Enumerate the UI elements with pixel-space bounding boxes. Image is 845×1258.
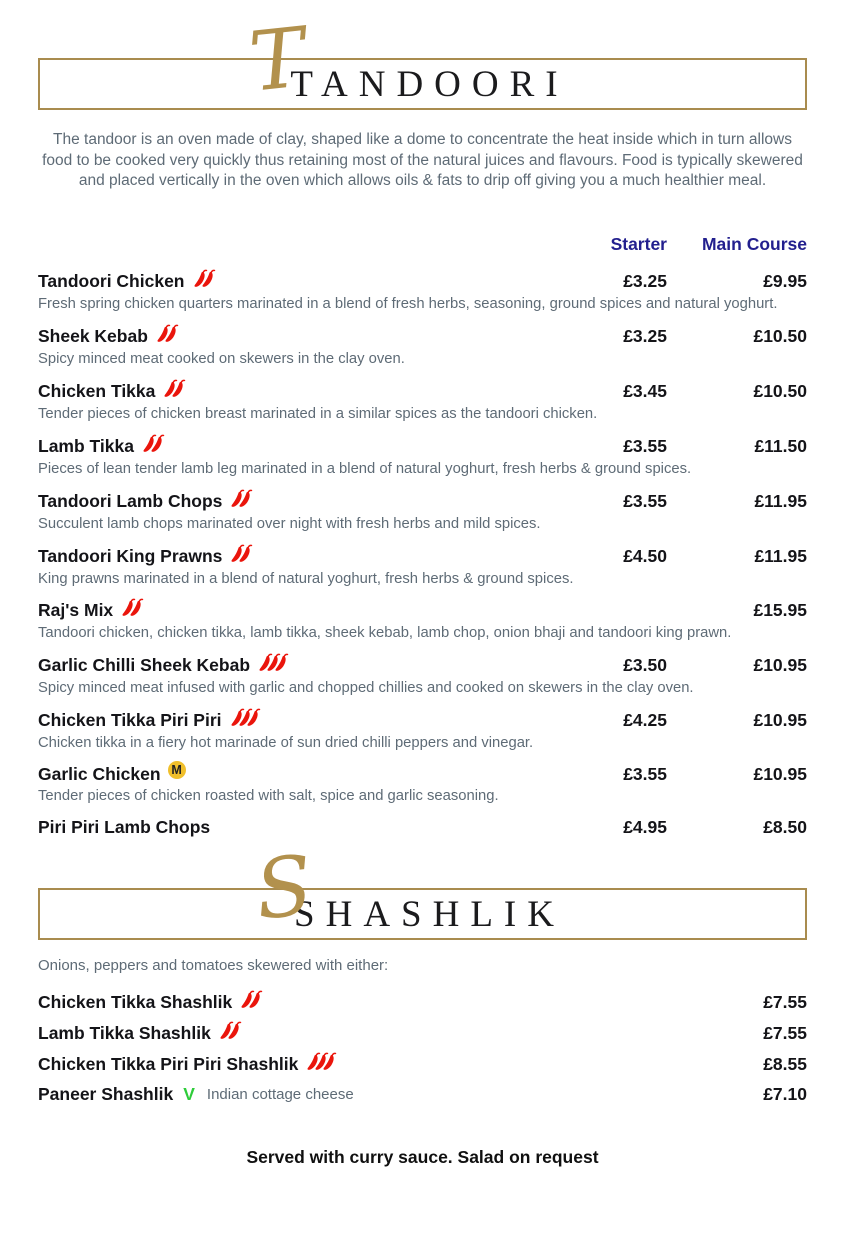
item-description: Tandoori chicken, chicken tikka, lamb tikka, sheek kebab, lamb chop, onion bhaji and tandoori king prawn. <box>38 625 732 642</box>
menu-item-row <box>38 1021 807 1045</box>
mild-M-badge-icon: M <box>168 761 186 779</box>
chilli-icon <box>274 653 289 677</box>
starter-price: £3.55 <box>623 764 667 785</box>
chilli-icon <box>150 434 165 458</box>
shashlik-header-box <box>38 838 807 940</box>
menu-item-head <box>38 489 807 513</box>
menu-item-row <box>38 1052 807 1076</box>
menu-item-row <box>38 1083 807 1105</box>
menu-item-row <box>38 324 807 369</box>
menu-page <box>0 9 845 1258</box>
main-course-price: £10.50 <box>753 380 807 401</box>
chilli-rating <box>193 269 216 293</box>
item-name: Lamb Tikka Shashlik <box>38 1023 211 1044</box>
menu-item-row <box>38 544 807 589</box>
menu-item-head <box>38 1021 807 1045</box>
footer-note: Served with curry sauce. Salad on request <box>246 1147 599 1168</box>
starter-column-header: Starter <box>610 233 667 254</box>
main-course-price: £10.95 <box>753 710 807 731</box>
chilli-rating <box>163 379 186 403</box>
menu-item-row <box>38 763 807 806</box>
item-price: £7.10 <box>763 1084 807 1105</box>
item-note: Indian cottage cheese <box>206 1085 354 1103</box>
chilli-icon <box>129 598 144 622</box>
item-name-cell <box>38 1052 667 1076</box>
menu-item-head <box>38 434 807 458</box>
menu-item-row <box>38 653 807 698</box>
item-name: Chicken Tikka Piri Piri Shashlik <box>38 1054 299 1075</box>
menu-item-head <box>38 1083 807 1105</box>
shashlik-title-wrap <box>251 838 565 939</box>
chilli-icon <box>227 1021 242 1045</box>
item-description: Fresh spring chicken quarters marinated in a blend of fresh herbs, seasoning, ground spices and natural yoghurt. <box>38 295 778 312</box>
item-name: Tandoori Lamb Chops <box>38 490 223 511</box>
menu-item-row <box>38 379 807 424</box>
chilli-rating <box>306 1052 337 1076</box>
starter-price: £4.95 <box>623 817 667 838</box>
item-name: Garlic Chicken <box>38 764 161 785</box>
main-course-price: £8.50 <box>763 817 807 838</box>
starter-price: £3.25 <box>623 270 667 291</box>
tandoori-header-box <box>38 9 807 111</box>
chilli-rating <box>230 489 253 513</box>
item-name-cell <box>38 990 667 1014</box>
tandoori-title-wrap <box>245 9 569 111</box>
section-title-shashlik: SHASHLIK <box>294 893 565 935</box>
item-name-cell <box>38 434 547 458</box>
item-name-cell <box>38 816 547 838</box>
menu-item-head <box>38 544 807 568</box>
menu-item-head <box>38 324 807 348</box>
menu-item-head <box>38 379 807 403</box>
main-course-price: £9.95 <box>763 270 807 291</box>
main-course-column-header: Main Course <box>701 233 807 254</box>
shashlik-intro-text: Onions, peppers and tomatoes skewered with either: <box>38 957 389 975</box>
item-name: Garlic Chilli Sheek Kebab <box>38 655 251 676</box>
item-description: Chicken tikka in a fiery hot marinade of sun dried chilli peppers and vinegar. <box>38 735 534 752</box>
main-course-price: £10.50 <box>753 325 807 346</box>
chilli-icon <box>171 379 186 403</box>
chilli-rating <box>230 544 253 568</box>
decorative-script-t-icon: T <box>245 9 310 111</box>
item-name-cell <box>38 379 547 403</box>
item-description: Pieces of lean tender lamb leg marinated in a blend of natural yoghurt, fresh herbs & ground spices. <box>38 460 692 477</box>
decorative-script-s-icon: S <box>251 838 317 939</box>
menu-item-head <box>38 1052 807 1076</box>
item-description: Spicy minced meat cooked on skewers in the clay oven. <box>38 350 405 367</box>
main-course-price: £11.50 <box>754 435 807 456</box>
starter-price: £3.25 <box>623 325 667 346</box>
menu-item-row <box>38 434 807 479</box>
item-name-cell <box>38 324 547 348</box>
item-name: Raj's Mix <box>38 600 114 621</box>
item-name-cell <box>38 763 547 785</box>
chilli-icon <box>322 1052 337 1076</box>
chilli-rating <box>142 434 165 458</box>
menu-item-head <box>38 653 807 677</box>
item-name: Paneer Shashlik <box>38 1084 174 1105</box>
menu-item-row <box>38 269 807 314</box>
chilli-rating <box>219 1021 242 1045</box>
shashlik-items-list <box>38 990 807 1105</box>
starter-price: £4.25 <box>623 710 667 731</box>
item-name-cell <box>38 489 547 513</box>
item-name: Tandoori Chicken <box>38 270 185 291</box>
item-name-cell <box>38 1021 667 1045</box>
item-price: £7.55 <box>763 992 807 1013</box>
item-name-cell <box>38 1083 667 1105</box>
item-description: Tender pieces of chicken roasted with salt, spice and garlic seasoning. <box>38 788 499 805</box>
main-course-price: £11.95 <box>754 490 807 511</box>
item-price: £8.55 <box>763 1054 807 1075</box>
item-name-cell <box>38 598 547 622</box>
main-course-price: £10.95 <box>753 655 807 676</box>
starter-price: £3.55 <box>623 490 667 511</box>
item-name-cell <box>38 544 547 568</box>
item-name: Piri Piri Lamb Chops <box>38 817 211 838</box>
starter-price: £4.50 <box>623 545 667 566</box>
chilli-icon <box>201 269 216 293</box>
item-name: Lamb Tikka <box>38 435 134 456</box>
main-course-price: £10.95 <box>753 764 807 785</box>
chilli-icon <box>246 708 261 732</box>
item-price: £7.55 <box>763 1023 807 1044</box>
chilli-rating <box>240 990 263 1014</box>
chilli-icon <box>238 489 253 513</box>
menu-item-row <box>38 816 807 838</box>
starter-price: £3.45 <box>623 380 667 401</box>
item-name: Sheek Kebab <box>38 325 148 346</box>
tandoori-intro-text: The tandoor is an oven made of clay, shaped like a dome to concentrate the heat inside which in turn allows food to be cooked very quickly thus retaining most of the natural juices and flavours. Food is typically skewered and placed vertically in the oven which allows oils & fats to drip off giving you a much healthier meal. <box>42 131 803 190</box>
menu-item-row <box>38 708 807 753</box>
tandoori-items-list <box>38 269 807 838</box>
item-name-cell <box>38 653 547 677</box>
vegetarian-V-icon: V <box>183 1083 195 1104</box>
item-name: Chicken Tikka Shashlik <box>38 992 233 1013</box>
menu-item-row <box>38 598 807 643</box>
chilli-rating <box>156 324 179 348</box>
section-title-tandoori: TANDOORI <box>290 63 569 105</box>
menu-item-head <box>38 269 807 293</box>
item-name-cell <box>38 708 547 732</box>
item-name: Tandoori King Prawns <box>38 545 223 566</box>
menu-item-head <box>38 708 807 732</box>
chilli-icon <box>248 990 263 1014</box>
starter-price: £3.50 <box>623 655 667 676</box>
starter-price: £3.55 <box>623 435 667 456</box>
price-column-headers <box>38 234 807 255</box>
item-name: Chicken Tikka <box>38 380 156 401</box>
item-description: King prawns marinated in a blend of natural yoghurt, fresh herbs & ground spices. <box>38 570 574 587</box>
chilli-icon <box>164 324 179 348</box>
menu-item-row <box>38 990 807 1014</box>
item-name-cell <box>38 269 547 293</box>
item-description: Spicy minced meat infused with garlic and chopped chillies and cooked on skewers in the clay oven. <box>38 680 694 697</box>
chilli-rating <box>258 653 289 677</box>
menu-item-row <box>38 489 807 534</box>
chilli-rating <box>121 598 144 622</box>
item-description: Tender pieces of chicken breast marinated in a similar spices as the tandoori chicken. <box>38 405 598 422</box>
menu-item-head <box>38 598 807 622</box>
chilli-icon <box>238 544 253 568</box>
main-course-price: £11.95 <box>754 545 807 566</box>
menu-item-head <box>38 990 807 1014</box>
item-name: Chicken Tikka Piri Piri <box>38 710 222 731</box>
chilli-rating <box>230 708 261 732</box>
name-column-spacer <box>38 234 547 255</box>
main-course-price: £15.95 <box>753 600 807 621</box>
item-description: Succulent lamb chops marinated over night with fresh herbs and mild spices. <box>38 515 541 532</box>
menu-item-head <box>38 763 807 785</box>
menu-item-head <box>38 816 807 838</box>
